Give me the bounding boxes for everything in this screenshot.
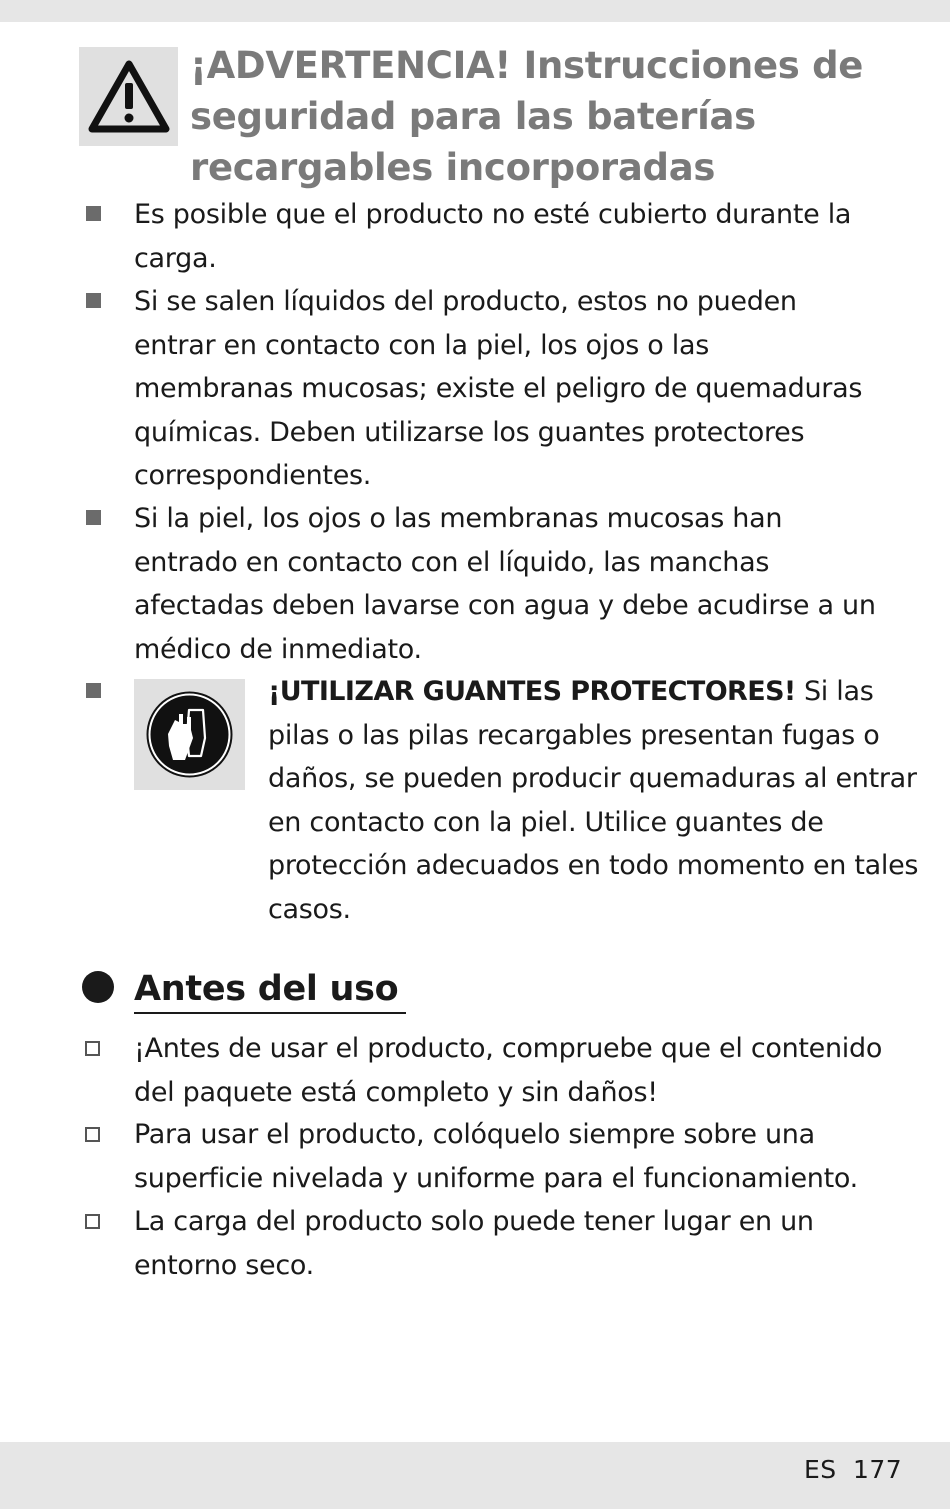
footer-language: ES [804,1455,837,1484]
gloves-warning-text [268,670,928,931]
checkbox-icon [85,1127,100,1142]
warning-title: ¡ADVERTENCIA! Instrucciones de seguridad para las baterías recargables incorporadas [190,44,864,189]
warning-triangle-icon [87,59,171,135]
page-number: 177 [853,1455,903,1484]
gloves-warning-body: Si las pilas o las pilas recargables presentan fugas o daños, se pueden producir quemaduras al entrar en contacto con la piel. Utilice guantes de protección adecuados en todo momento en tales casos. [268,676,919,925]
bullet-text-leak: Si se salen líquidos del producto, estos no pueden entrar en contacto con la piel, los ojos o las membranas mucosas; existe el peligro de quemaduras químicas. Deben utilizarse los guantes protectores correspondientes. [134,286,863,491]
bullet-text-charging: Es posible que el producto no esté cubierto durante la carga. [134,199,852,274]
section-underline [134,1012,406,1014]
warning-icon-box [79,47,178,146]
gloves-warning-heading: ¡UTILIZAR GUANTES PROTECTORES! [268,676,796,707]
bullet-marker [86,293,101,308]
bullet-marker [86,510,101,525]
checklist-item-dry: La carga del producto solo puede tener lugar en un entorno seco. [134,1206,814,1281]
checkbox-icon [85,1041,100,1056]
bullet-marker [86,683,101,698]
section-bullet-icon [82,971,114,1003]
checkbox-icon [85,1214,100,1229]
section-title: Antes del uso [134,969,399,1009]
bullet-text-contact: Si la piel, los ojos o las membranas mucosas han entrado en contacto con el líquido, las manchas afectadas deben lavarse con agua y debe acudirse a un médico de inmediato. [134,503,876,665]
checklist-item-contents: ¡Antes de usar el producto, compruebe que el contenido del paquete está completo y sin daños! [134,1033,883,1108]
protective-gloves-icon [145,690,234,779]
bullet-marker [86,206,101,221]
checklist-item-surface: Para usar el producto, colóquelo siempre sobre una superficie nivelada y uniforme para el funcionamiento. [134,1119,858,1194]
top-band [0,0,950,22]
gloves-icon-box [134,679,245,790]
